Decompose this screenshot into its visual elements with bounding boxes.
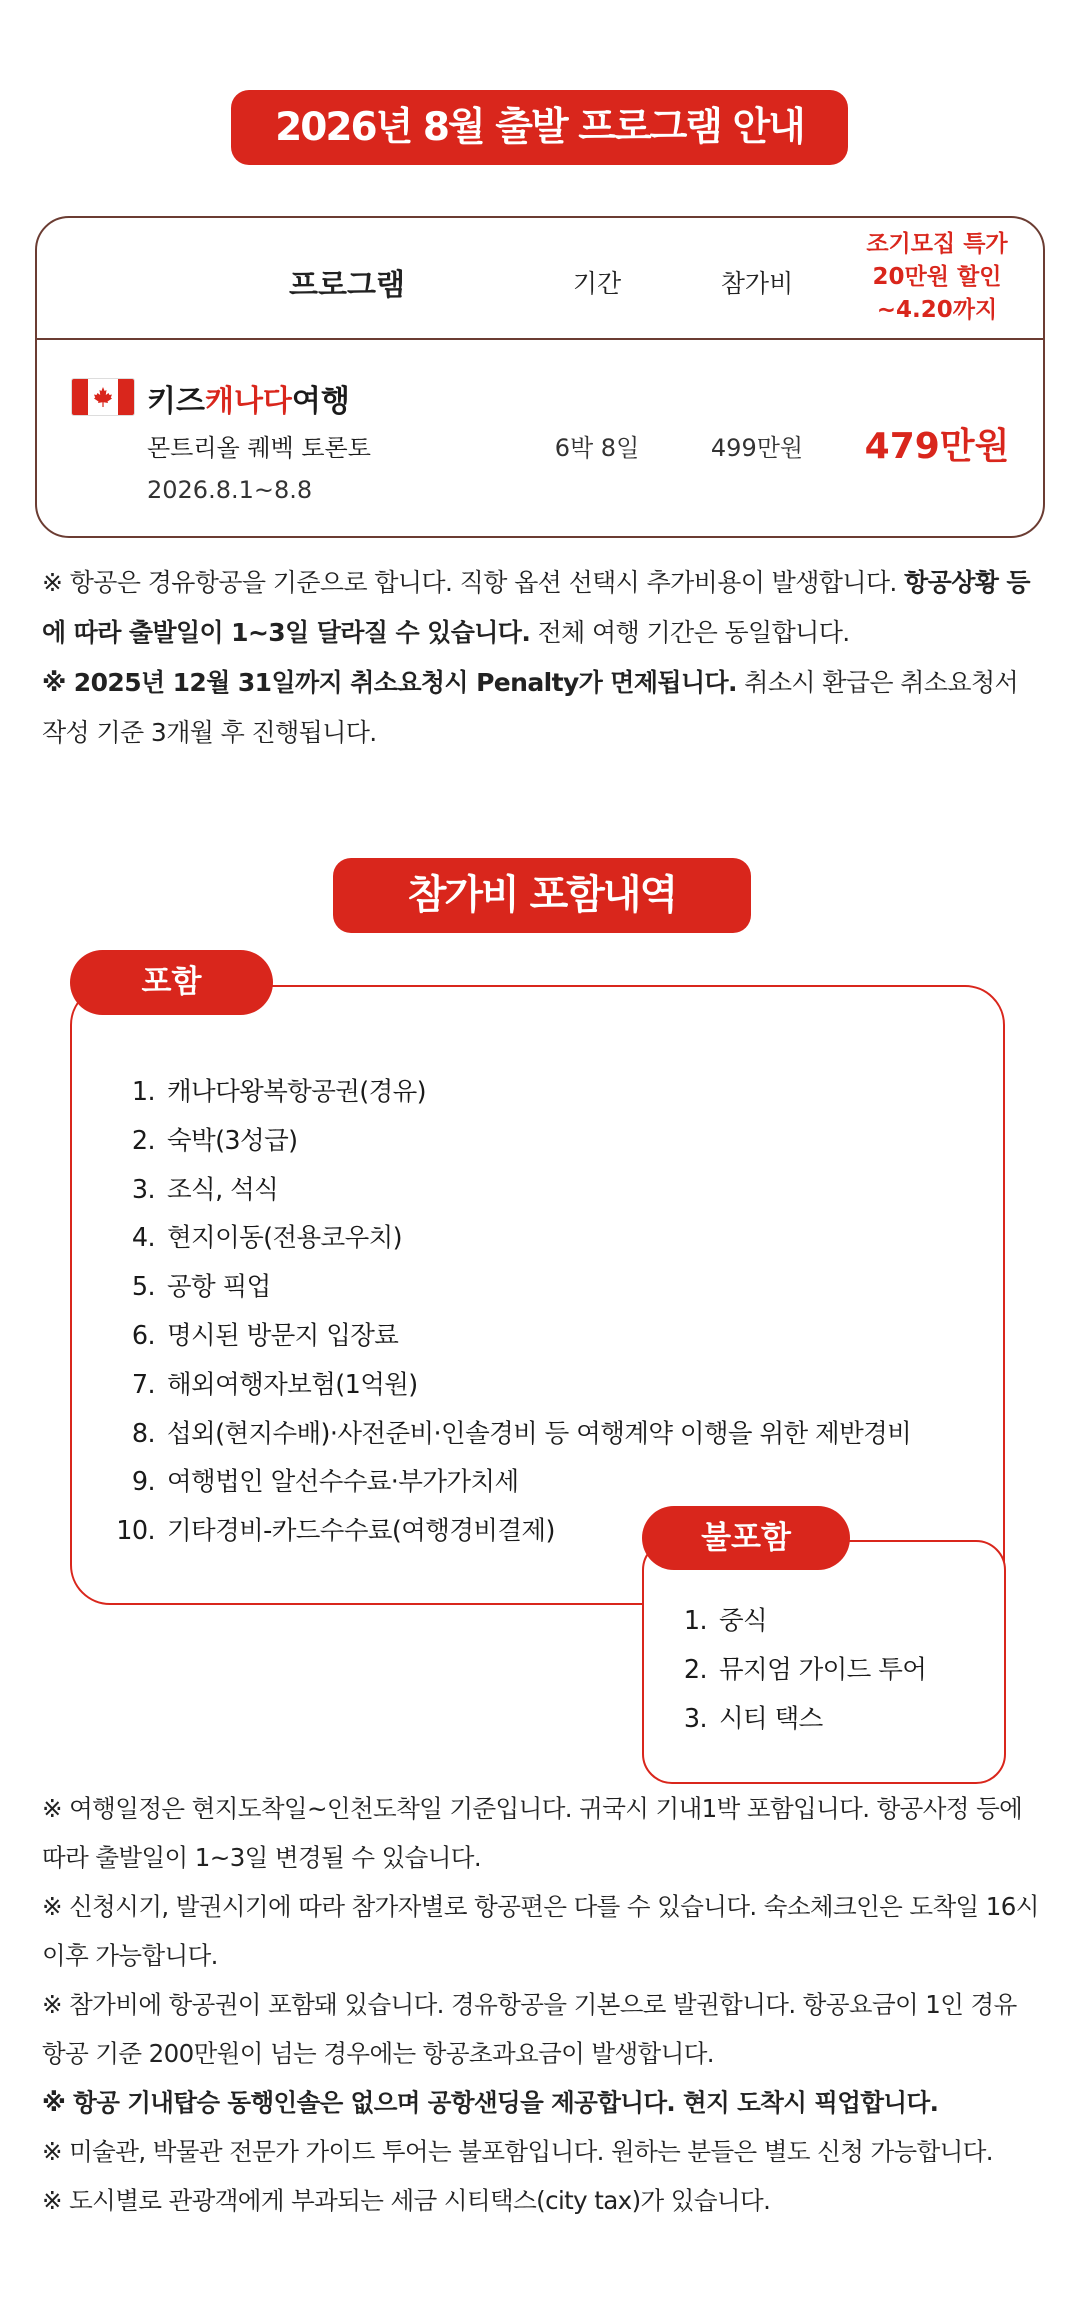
item-number: 4. [131, 1223, 155, 1254]
program-name [147, 376, 350, 420]
item-number: 1. [131, 1077, 155, 1107]
item-text: 조식, 석식 [167, 1174, 279, 1205]
header-early-bird [827, 228, 1047, 327]
program-route: 몬트리올 퀘벡 토론토 [147, 434, 371, 462]
note-airfare: ※ 참가비에 항공권이 포함돼 있습니다. 경유항공을 기본으로 발권합니다. 항공요금이 1인 경유 항공 기준 200만원이 넘는 경우에는 항공초과요금이 발생합니다. [42, 1990, 1017, 2068]
program-name-highlight: 캐나다 [204, 384, 292, 419]
item-number: 1. [683, 1606, 707, 1636]
note-cancel [42, 658, 1042, 758]
program-fee: 499만원 [710, 434, 804, 462]
list-item [100, 1214, 911, 1263]
excluded-list [652, 1597, 926, 1743]
list-item [652, 1597, 926, 1646]
item-text: 공항 픽업 [167, 1272, 271, 1303]
program-table [35, 216, 1045, 538]
canada-flag-icon [71, 378, 135, 416]
item-text: 명시된 방문지 입장료 [167, 1320, 399, 1351]
item-number: 3. [131, 1174, 155, 1205]
notes-program [42, 558, 1042, 758]
note-flight-bold: 항공상황 등 에 따라 출발일이 1~3일 달라질 수 있습니다. [42, 568, 1030, 647]
item-text: 캐나다왕복항공권(경유) [167, 1077, 427, 1107]
list-item [100, 1068, 911, 1117]
note-itinerary: ※ 여행일정은 현지도착일~인천도착일 기준입니다. 귀국시 기내1박 포함입니다. 항공사정 등에 따라 출발일이 1~3일 변경될 수 있습니다. [42, 1794, 1023, 1872]
item-text: 해외여행자보험(1억원) [167, 1369, 418, 1400]
header-early-line1: 조기모집 특가 [866, 231, 1008, 257]
item-text: 뮤지엄 가이드 투어 [719, 1654, 927, 1685]
included-list [100, 1068, 911, 1556]
item-text: 기타경비-카드수수료(여행경비결제) [167, 1516, 555, 1547]
program-period: 6박 8일 [554, 434, 640, 462]
item-number: 9. [131, 1467, 155, 1498]
item-text: 섭외(현지수배)·사전준비·인솔경비 등 여행계약 이행을 위한 제반경비 [167, 1418, 912, 1449]
note-flight-tail: 전체 여행 기간은 동일합니다. [530, 618, 850, 647]
program-dates: 2026.8.1~8.8 [147, 476, 313, 504]
item-text: 중식 [719, 1606, 768, 1636]
item-number: 2. [131, 1125, 155, 1156]
list-item [100, 1263, 911, 1312]
program-name-prefix: 키즈 [147, 384, 205, 419]
list-item [100, 1166, 911, 1215]
item-number: 8. [131, 1418, 155, 1449]
item-number: 5. [131, 1272, 155, 1303]
header-early-line2: 20만원 할인 [872, 264, 1002, 290]
item-number: 6. [131, 1320, 155, 1351]
item-text: 시티 택스 [719, 1703, 823, 1734]
item-text: 여행법인 알선수수료·부가가치세 [167, 1467, 519, 1498]
list-item [100, 1361, 911, 1410]
item-text: 현지이동(전용코우치) [167, 1223, 402, 1254]
note-cancel-bold: ※ 2025년 12월 31일까지 취소요청시 Penalty가 면제됩니다. [42, 668, 737, 697]
note-escort-bold: ※ 항공 기내탑승 동행인솔은 없으며 공항샌딩을 제공합니다. 현지 도착시 픽업합니다. [42, 2088, 939, 2117]
note-flight [42, 558, 1042, 658]
list-item [100, 1117, 911, 1166]
item-number: 2. [683, 1654, 707, 1685]
section-title-program-info: 2026년 8월 출발 프로그램 안내 [231, 90, 848, 165]
notes-itinerary [42, 1784, 1042, 2225]
list-item [100, 1458, 911, 1507]
list-item [652, 1646, 926, 1695]
program-name-suffix: 여행 [291, 384, 350, 419]
note-escort [42, 2078, 1042, 2127]
list-item [100, 1312, 911, 1361]
header-early-line3: ~4.20까지 [876, 297, 998, 323]
excluded-label: 불포함 [642, 1506, 850, 1570]
note-city-tax: ※ 도시별로 관광객에게 부과되는 세금 시티택스(city tax)가 있습니다. [42, 2186, 771, 2215]
header-program: 프로그램 [289, 268, 405, 303]
list-item [652, 1695, 926, 1744]
note-cancel-text: 취소시 환급은 취소요청서 작성 기준 3개월 후 진행됩니다. [42, 668, 1019, 747]
program-early-price: 479만원 [864, 426, 1010, 467]
table-header-divider [37, 338, 1043, 340]
note-museum-guide: ※ 미술관, 박물관 전문가 가이드 투어는 불포함입니다. 원하는 분들은 별도 신청 가능합니다. [42, 2137, 993, 2166]
note-flight-text: ※ 항공은 경유항공을 기준으로 합니다. 직항 옵션 선택시 추가비용이 발생합니다. [42, 568, 905, 597]
list-item [100, 1410, 911, 1459]
section-title-fee-includes: 참가비 포함내역 [333, 858, 751, 933]
note-flight-schedule: ※ 신청시기, 발권시기에 따라 참가자별로 항공편은 다를 수 있습니다. 숙소체크인은 도착일 16시 이후 가능합니다. [42, 1892, 1039, 1970]
item-number: 3. [683, 1703, 707, 1734]
item-number: 7. [131, 1369, 155, 1400]
header-period: 기간 [572, 269, 622, 298]
included-label: 포함 [70, 950, 273, 1015]
header-fee: 참가비 [720, 269, 794, 298]
item-text: 숙박(3성급) [167, 1125, 298, 1156]
item-number: 10. [116, 1516, 155, 1547]
